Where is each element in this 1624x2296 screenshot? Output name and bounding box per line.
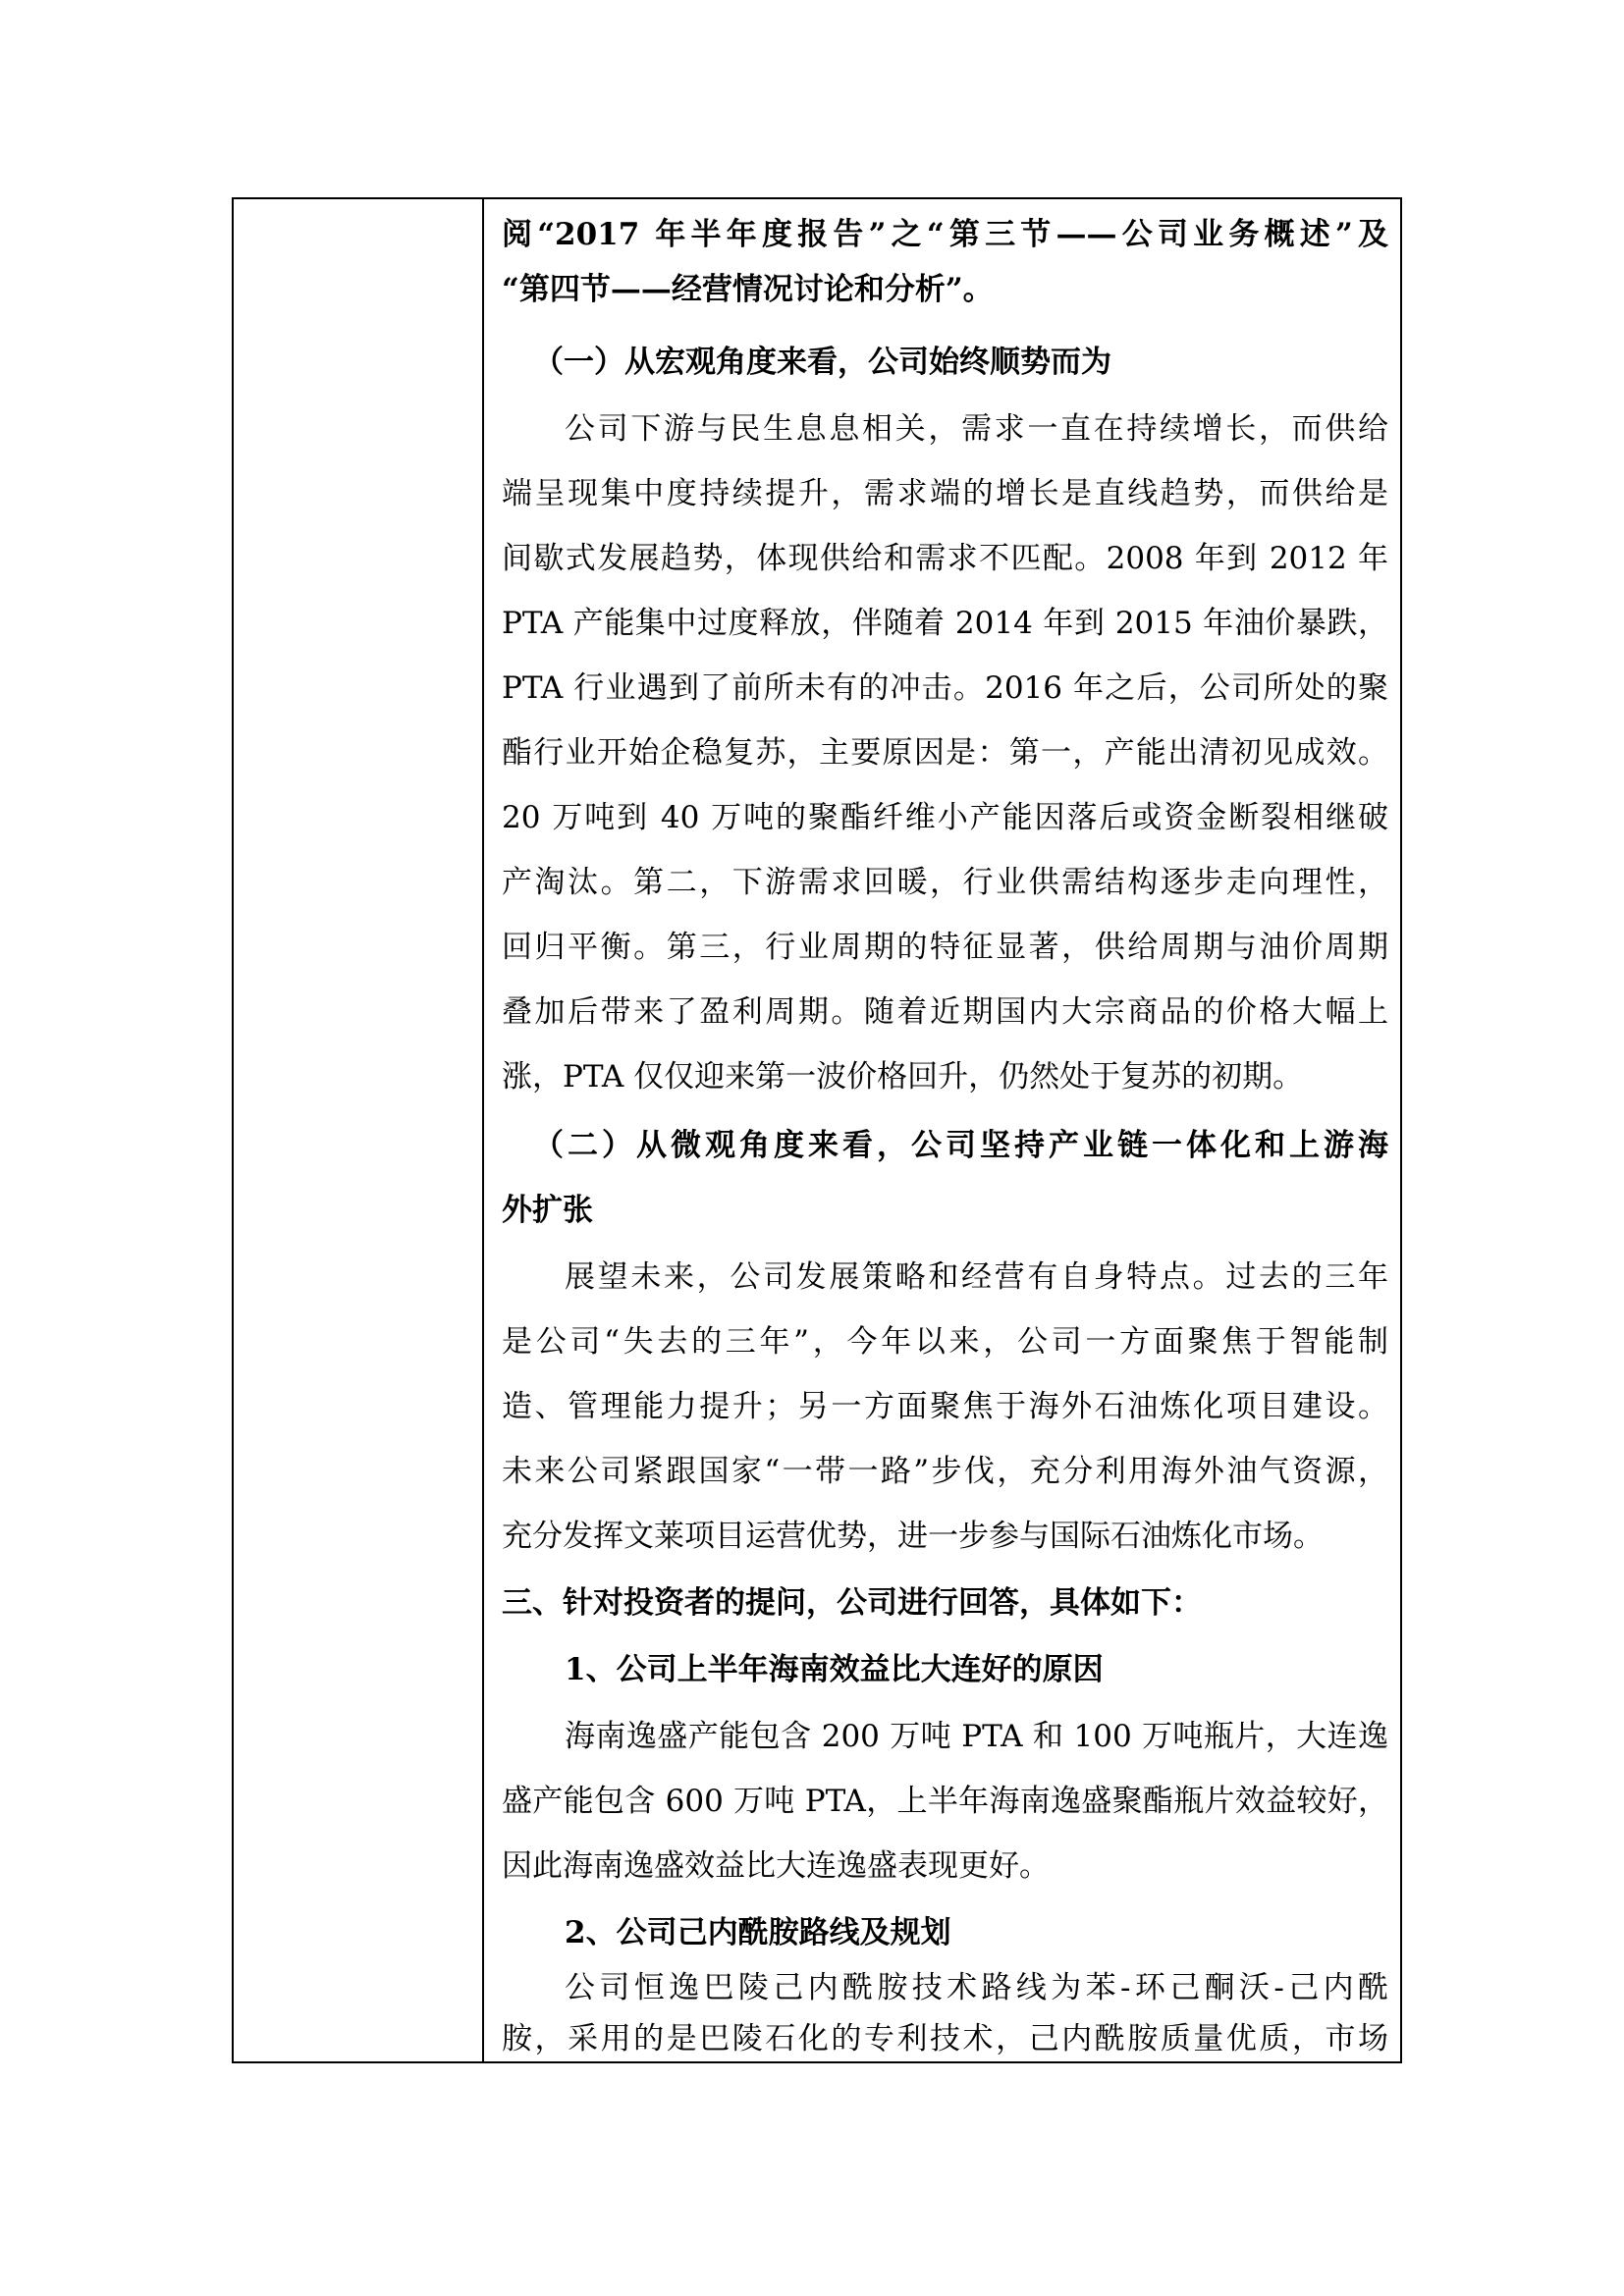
text-line: “第四节——经营情况讨论和分析”。 bbox=[502, 272, 994, 307]
text-line: 20 万吨到 40 万吨的聚酯纤维小产能因落后或资金断裂相继破 bbox=[502, 800, 1388, 835]
section-heading: 外扩张 bbox=[502, 1193, 593, 1228]
section-heading: （一）从宏观角度来看，公司始终顺势而为 bbox=[533, 345, 1111, 380]
text-line: 公司恒逸巴陵己内酰胺技术路线为苯-环己酮沃-己内酰 bbox=[565, 1970, 1388, 2005]
text-line: 公司下游与民生息息相关，需求一直在持续增长，而供给 bbox=[565, 411, 1388, 447]
text-line: 回归平衡。第三，行业周期的特征显著，供给周期与油价周期 bbox=[502, 930, 1388, 965]
table-content-cell bbox=[484, 199, 1400, 2061]
text-line: 造、管理能力提升；另一方面聚焦于海外石油炼化项目建设。 bbox=[502, 1389, 1388, 1424]
text-line: 展望未来，公司发展策略和经营有自身特点。过去的三年 bbox=[565, 1259, 1388, 1295]
text-line: 酯行业开始企稳复苏，主要原因是：第一，产能出清初见成效。 bbox=[502, 735, 1388, 771]
text-line: PTA 产能集中过度释放，伴随着 2014 年到 2015 年油价暴跌， bbox=[502, 606, 1388, 641]
text-line: 阅“2017 年半年度报告”之“第三节——公司业务概述”及 bbox=[502, 217, 1388, 252]
text-line: 海南逸盛产能包含 200 万吨 PTA 和 100 万吨瓶片，大连逸 bbox=[565, 1719, 1388, 1754]
document-table bbox=[232, 197, 1402, 2063]
question-heading: 1、公司上半年海南效益比大连好的原因 bbox=[565, 1652, 1104, 1687]
question-heading: 2、公司己内酰胺路线及规划 bbox=[565, 1915, 951, 1950]
text-line: 未来公司紧跟国家“一带一路”步伐，充分利用海外油气资源， bbox=[502, 1454, 1388, 1489]
section-heading: 三、针对投资者的提问，公司进行回答，具体如下： bbox=[502, 1585, 1202, 1621]
text-line: 涨，PTA 仅仅迎来第一波价格回升，仍然处于复苏的初期。 bbox=[502, 1059, 1304, 1095]
text-line: 胺，采用的是巴陵石化的专利技术，己内酰胺质量优质，市场 bbox=[502, 2021, 1388, 2056]
text-line: 叠加后带来了盈利周期。随着近期国内大宗商品的价格大幅上 bbox=[502, 994, 1388, 1030]
text-line: 间歇式发展趋势，体现供给和需求不匹配。2008 年到 2012 年 bbox=[502, 541, 1388, 576]
text-line: PTA 行业遇到了前所未有的冲击。2016 年之后，公司所处的聚 bbox=[502, 670, 1388, 706]
text-line: 盛产能包含 600 万吨 PTA，上半年海南逸盛聚酯瓶片效益较好， bbox=[502, 1784, 1388, 1819]
text-line: 是公司“失去的三年”，今年以来，公司一方面聚焦于智能制 bbox=[502, 1324, 1388, 1360]
text-line: 充分发挥文莱项目运营优势，进一步参与国际石油炼化市场。 bbox=[502, 1519, 1324, 1554]
table-left-cell bbox=[234, 199, 484, 2061]
text-line: 产淘汰。第二，下游需求回暖，行业供需结构逐步走向理性， bbox=[502, 865, 1388, 900]
text-line: 因此海南逸盛效益比大连逸盛表现更好。 bbox=[502, 1848, 1050, 1884]
section-heading: （二）从微观角度来看，公司坚持产业链一体化和上游海 bbox=[533, 1128, 1388, 1163]
text-line: 端呈现集中度持续提升，需求端的增长是直线趋势，而供给是 bbox=[502, 476, 1388, 511]
